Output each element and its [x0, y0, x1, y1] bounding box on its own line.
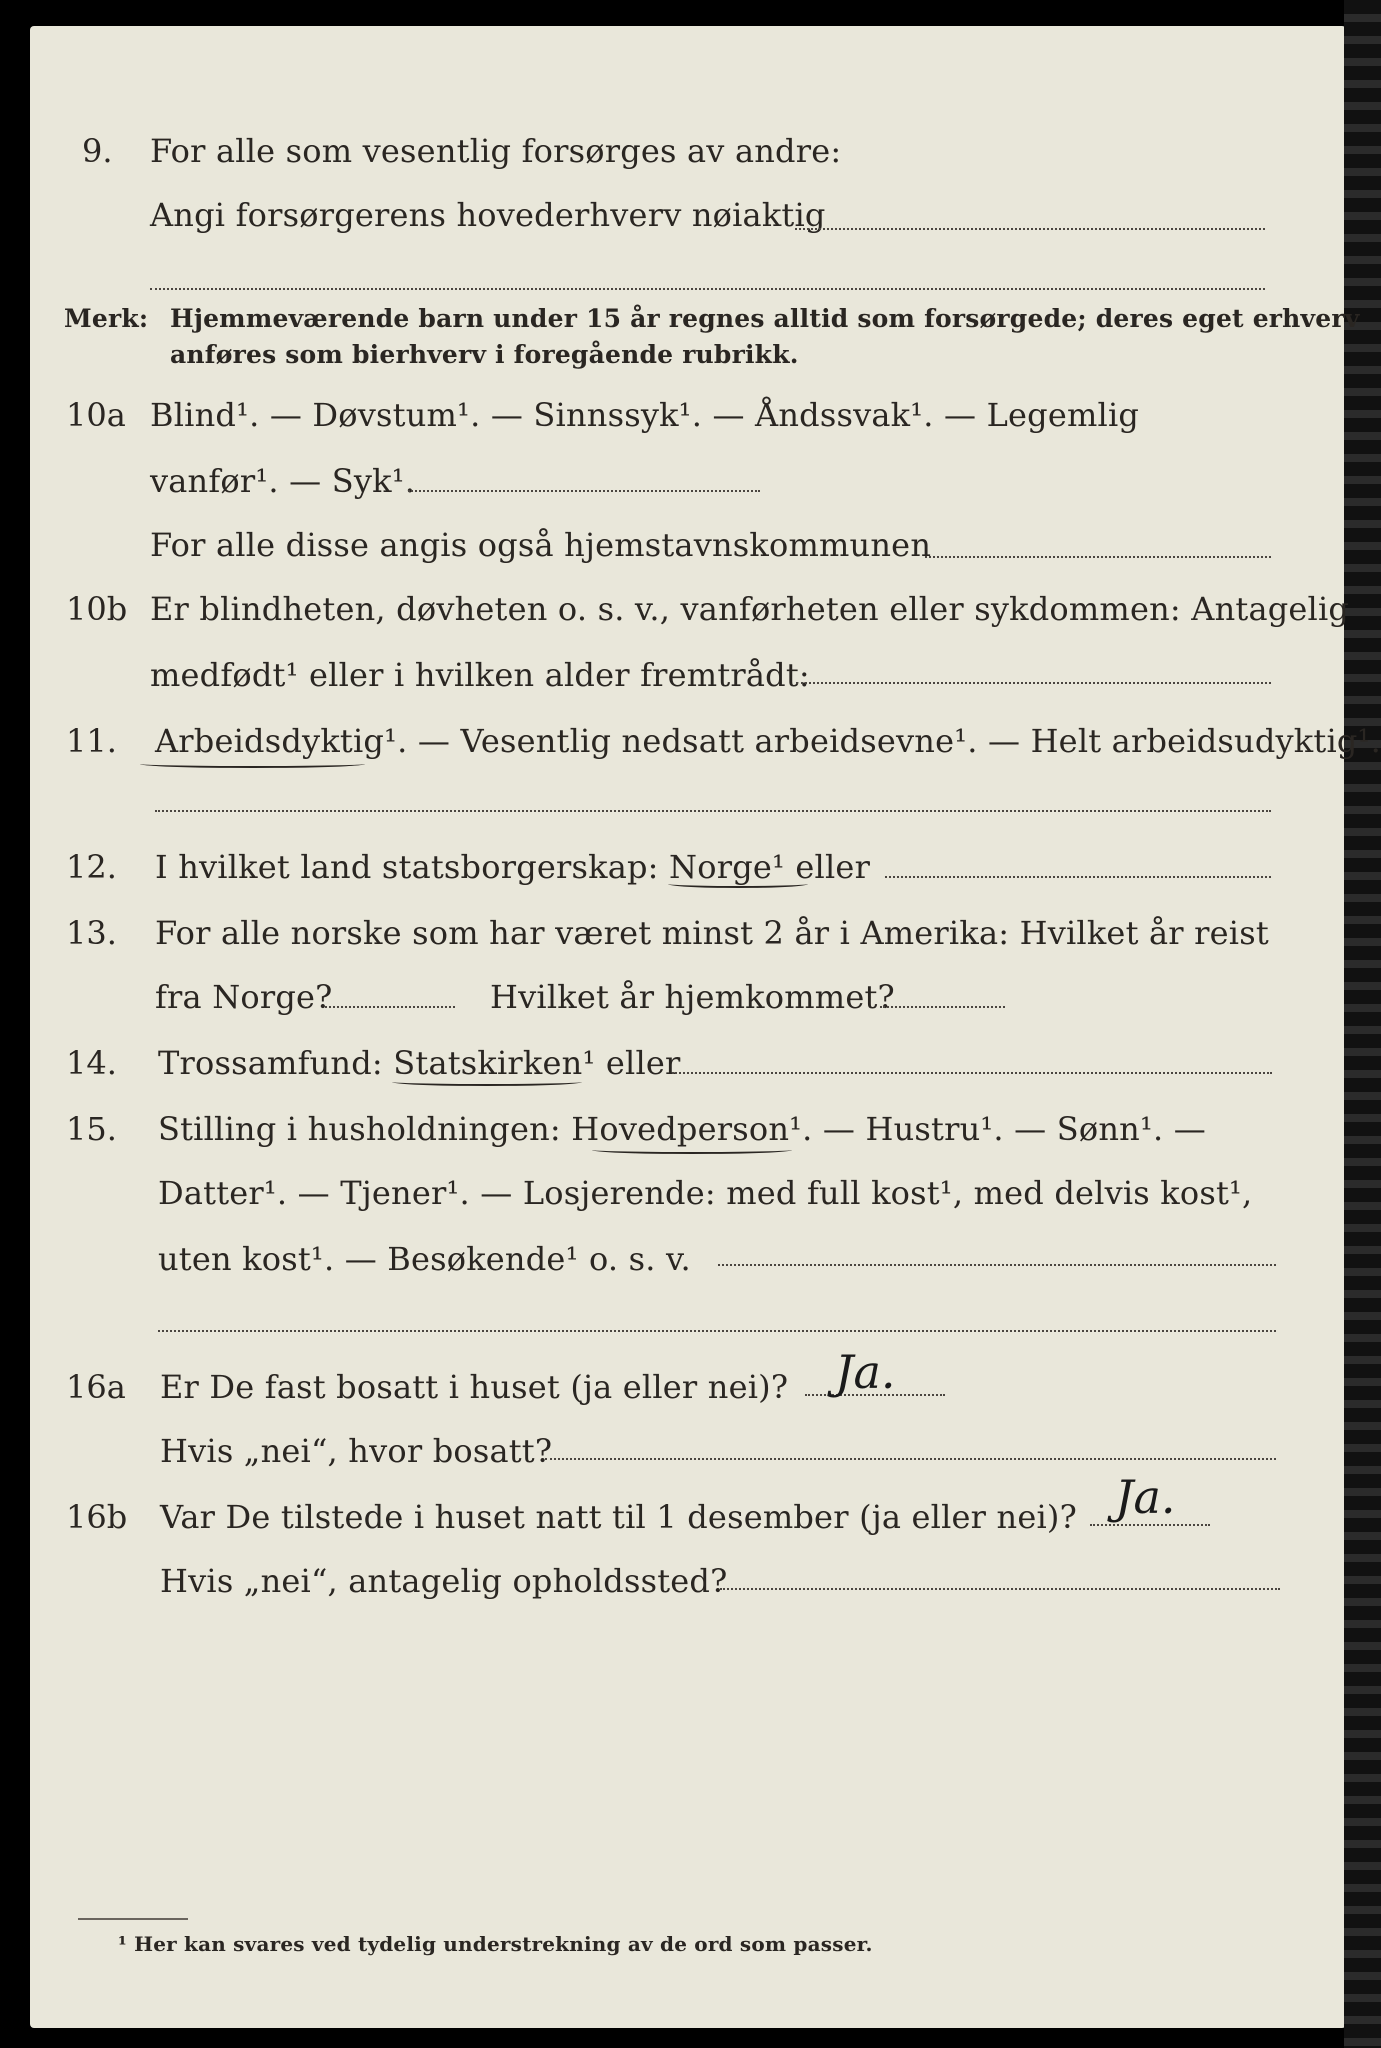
merk-line2: anføres som bierhverv i foregående rubrikk. [170, 340, 799, 369]
q10b-line2: medfødt¹ eller i hvilken alder fremtrådt: [150, 656, 810, 694]
q14-line1: Trossamfund: Statskirken¹ eller [158, 1044, 681, 1082]
q15-underline-hovedperson [592, 1146, 792, 1154]
q10a-number: 10a [66, 396, 126, 434]
q10b-line1: Er blindheten, døvheten o. s. v., vanførheten eller sykdommen: Antagelig [150, 590, 1350, 628]
q13-reist-line[interactable] [325, 1006, 455, 1008]
q10b-number: 10b [66, 590, 128, 628]
merk-line1: Hjemmeværende barn under 15 år regnes alltid som forsørgede; deres eget erhverv [170, 304, 1360, 333]
q12-underline-norge [668, 880, 808, 888]
q16b-line1: Var De tilstede i huset natt til 1 desember (ja eller nei)? [160, 1498, 1077, 1536]
q11-extra-line[interactable] [155, 810, 1271, 812]
q16b-number: 16b [66, 1498, 128, 1536]
q9-answer-line[interactable] [795, 228, 1265, 230]
q12-answer-line[interactable] [885, 876, 1271, 878]
q10a-line1: Blind¹. — Døvstum¹. — Sinnssyk¹. — Åndssvak¹. — Legemlig [150, 396, 1140, 434]
q16a-line2: Hvis „nei“, hvor bosatt? [160, 1432, 553, 1470]
q9-line1: For alle som vesentlig forsørges av andre: [150, 132, 842, 170]
q11-line1: Arbeidsdyktig¹. — Vesentlig nedsatt arbeidsevne¹. — Helt arbeidsudyktig¹. [155, 722, 1381, 760]
q11-underline-arbeidsdyktig [140, 760, 365, 768]
q13-line1: For alle norske som har været minst 2 år i Amerika: Hvilket år reist [155, 914, 1269, 952]
q12-line1: I hvilket land statsborgerskap: Norge¹ eller [155, 848, 871, 886]
q10a-syk-line[interactable] [408, 490, 760, 492]
q16a-number: 16a [66, 1368, 126, 1406]
q16a-line1: Er De fast bosatt i huset (ja eller nei)? [160, 1368, 789, 1406]
q9-line2: Angi forsørgerens hovederhverv nøiaktig [150, 196, 826, 234]
q13-hjemkommet-line[interactable] [880, 1006, 1005, 1008]
q15-answer-line[interactable] [718, 1264, 1276, 1266]
q13-line2b: Hvilket år hjemkommet? [490, 978, 895, 1016]
q12-number: 12. [66, 848, 117, 886]
q10a-kommune-line[interactable] [925, 556, 1271, 558]
q9-number: 9. [82, 132, 113, 170]
q14-answer-line[interactable] [672, 1072, 1272, 1074]
q15-extra-line[interactable] [158, 1330, 1276, 1332]
q16b-answer-line[interactable] [1090, 1524, 1210, 1526]
q10a-line2: vanfør¹. — Syk¹. [150, 462, 416, 500]
q16b-opholdssted-line[interactable] [720, 1588, 1280, 1590]
q16b-handwritten-answer: Ja. [1115, 1470, 1176, 1524]
q15-line2: Datter¹. — Tjener¹. — Losjerende: med full kost¹, med delvis kost¹, [158, 1174, 1253, 1212]
footnote-rule [78, 1918, 188, 1920]
footnote: ¹ Her kan svares ved tydelig understrekning av de ord som passer. [118, 1932, 873, 1956]
q13-line2a: fra Norge? [155, 978, 333, 1016]
q14-underline-statskirken [392, 1078, 582, 1086]
q16a-handwritten-answer: Ja. [835, 1345, 896, 1399]
q15-line3: uten kost¹. — Besøkende¹ o. s. v. [158, 1240, 691, 1278]
q9-extra-line[interactable] [150, 288, 1265, 290]
q10b-answer-line[interactable] [796, 682, 1271, 684]
q13-number: 13. [66, 914, 117, 952]
q16a-bosatt-line[interactable] [545, 1458, 1276, 1460]
q16b-line2: Hvis „nei“, antagelig opholdssted? [160, 1562, 728, 1600]
q15-number: 15. [66, 1110, 117, 1148]
q15-line1: Stilling i husholdningen: Hovedperson¹. — Hustru¹. — Sønn¹. — [158, 1110, 1206, 1148]
q14-number: 14. [66, 1044, 117, 1082]
q11-number: 11. [66, 722, 117, 760]
q10a-line3: For alle disse angis også hjemstavnskommunen [150, 526, 932, 564]
merk-label: Merk: [64, 304, 149, 333]
